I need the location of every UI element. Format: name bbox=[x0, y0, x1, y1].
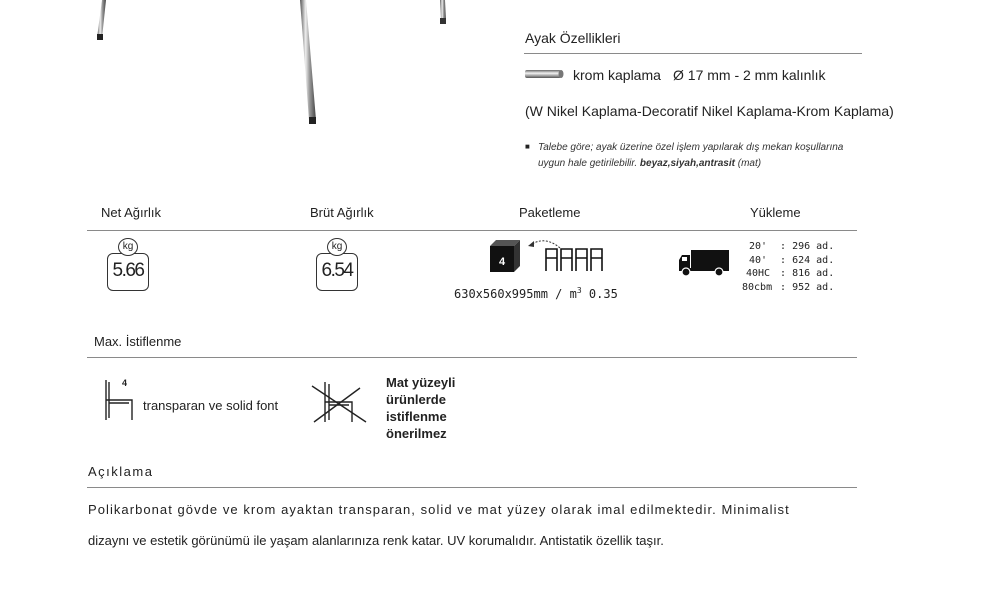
leg-note-colors: beyaz,siyah,antrasit bbox=[639, 158, 735, 169]
gross-weight-value: 6.54 bbox=[321, 260, 353, 281]
net-weight-label: Net Ağırlık bbox=[101, 205, 161, 220]
loading-qty: : 952 ad. bbox=[780, 281, 835, 293]
loading-row bbox=[742, 267, 834, 281]
loading-row bbox=[742, 254, 834, 268]
mat-warning-line: ürünlerde bbox=[386, 392, 446, 407]
description-line1: Polikarbonat gövde ve krom ayaktan transparan, solid ve mat yüzey olarak imal edilmektedir. Minimalist bbox=[88, 502, 790, 517]
kg-unit-badge: kg bbox=[327, 238, 347, 256]
package-dims-text: 630x560x995mm / m bbox=[454, 287, 577, 301]
box-count: 4 bbox=[498, 256, 506, 268]
no-stacking-icon bbox=[310, 378, 370, 426]
leg-note-suffix: (mat) bbox=[737, 158, 762, 169]
stacking-chair-icon bbox=[104, 378, 136, 422]
leg-dimension: Ø 17 mm - 2 mm kalınlık bbox=[673, 67, 826, 83]
loading-container: 80cbm bbox=[742, 281, 773, 293]
loading-qty: : 624 ad. bbox=[780, 254, 835, 266]
net-weight-icon bbox=[107, 238, 149, 291]
description-line2: dizaynı ve estetik görünümü ile yaşam alanlarınıza renk katar. UV korumalıdır. Antistatik özellik taşır. bbox=[88, 533, 664, 548]
leg-finish-options: (W Nikel Kaplama-Decoratif Nikel Kaplama-Krom Kaplama) bbox=[525, 103, 894, 119]
leg-section-title: Ayak Özellikleri bbox=[525, 30, 621, 46]
loading-container: 20' bbox=[748, 241, 768, 252]
mat-warning-line: istiflenme bbox=[386, 409, 447, 424]
mat-warning bbox=[386, 374, 455, 442]
gross-weight-icon bbox=[316, 238, 358, 291]
stacking-divider bbox=[87, 357, 857, 358]
package-dimensions bbox=[454, 286, 618, 301]
loading-qty: : 296 ad. bbox=[780, 241, 835, 252]
stack-note: transparan ve solid font bbox=[143, 398, 279, 413]
mat-warning-line: Mat yüzeyli bbox=[386, 375, 456, 390]
loading-row bbox=[742, 281, 834, 295]
leg-finish: krom kaplama bbox=[573, 67, 661, 83]
loading-label: Yükleme bbox=[750, 205, 801, 220]
leg-note-line2 bbox=[538, 156, 761, 172]
package-volume: 0.35 bbox=[588, 287, 618, 301]
loading-table bbox=[742, 240, 834, 294]
leg-note-prefix: uygun hale getirilebilir. bbox=[538, 158, 638, 169]
truck-icon bbox=[678, 249, 730, 277]
packaging-label: Paketleme bbox=[519, 205, 581, 220]
gross-weight-label: Brüt Ağırlık bbox=[310, 205, 374, 220]
loading-qty: : 816 ad. bbox=[780, 268, 835, 279]
loading-container: 40' bbox=[748, 254, 768, 266]
chair-legs-image bbox=[80, 0, 470, 135]
specs-divider bbox=[87, 230, 857, 231]
description-divider bbox=[87, 487, 857, 488]
stacked-chairs-icon bbox=[543, 246, 605, 272]
stacking-title: Max. İstiflenme bbox=[94, 334, 182, 349]
description-title: Açıklama bbox=[88, 464, 154, 479]
stack-count: 4 bbox=[122, 378, 128, 388]
loading-container: 40HC bbox=[745, 268, 771, 279]
chrome-tube-icon bbox=[525, 69, 565, 79]
leg-section-divider bbox=[524, 53, 862, 54]
loading-row bbox=[742, 240, 834, 254]
note-bullet: ■ bbox=[525, 142, 530, 151]
net-weight-value: 5.66 bbox=[112, 260, 144, 281]
package-volume-exponent: 3 bbox=[576, 286, 582, 295]
leg-note-line1: Talebe göre; ayak üzerine özel işlem yapılarak dış mekan koşullarına bbox=[538, 142, 844, 153]
kg-unit-badge: kg bbox=[118, 238, 138, 256]
mat-warning-line: önerilmez bbox=[386, 426, 447, 441]
